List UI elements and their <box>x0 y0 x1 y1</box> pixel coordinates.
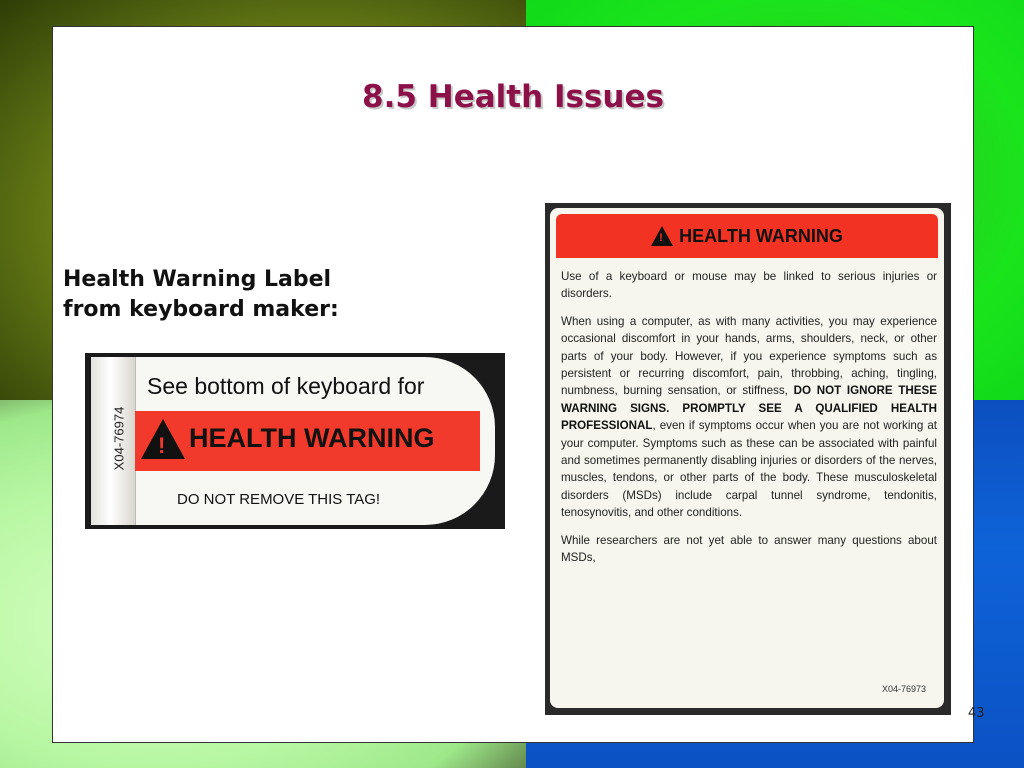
card-paragraph-1: Use of a keyboard or mouse may be linked to serious injuries or disorders. <box>561 270 937 301</box>
slide-title: 8.5 Health Issues <box>362 79 664 115</box>
card-body <box>561 268 937 577</box>
health-warning-card <box>545 203 951 715</box>
card-code: X04-76973 <box>881 684 926 694</box>
page-number: 43 <box>968 706 985 721</box>
slide <box>52 26 974 743</box>
card-heading: HEALTH WARNING <box>679 225 843 246</box>
caption-line-2: from keyboard maker: <box>63 297 339 322</box>
card-paragraph-2a: When using a computer, as with many activities, you may experience occasional discomfort in your hands, arms, shoulders, neck, or other parts of your body. However, if you experience symptoms such as persistent or recurring discomfort, pain, throbbing, aching, tingling, numbness, burning sensation, or stiffness, <box>561 314 937 398</box>
card-paragraph-2 <box>561 313 937 522</box>
warning-triangle-icon: ! <box>651 226 673 246</box>
card-header <box>556 214 938 258</box>
card-paragraph-2-bold: DO NOT IGNORE THESE WARNING SIGNS. PROMPTLY SEE A QUALIFIED HEALTH PROFESSIONAL <box>561 384 937 433</box>
caption-line-1: Health Warning Label <box>63 267 332 292</box>
card-inner <box>550 208 944 708</box>
caption <box>63 265 339 325</box>
tag-line-1: See bottom of keyboard for <box>147 373 425 399</box>
tag-line-3: DO NOT REMOVE THIS TAG! <box>177 491 381 508</box>
tag-code: X04-76974 <box>111 406 127 471</box>
card-paragraph-3: While researchers are not yet able to answer many questions about MSDs, <box>561 533 937 565</box>
exclamation-mark: ! <box>158 433 166 458</box>
keyboard-tag-image <box>85 353 505 529</box>
card-paragraph-2b: , even if symptoms occur when you are not working at your computer. Symptoms such as these can be associated with painful and sometimes permanently disabling injuries or disorders of the nerves, muscles, tendons, or other parts of the body. These musculoskeletal disorders (MSDs) include carpal tunnel syndrome, tendonitis, tenosynovitis, and other conditions. <box>561 419 937 520</box>
tag-warning-text: HEALTH WARNING <box>189 423 435 453</box>
